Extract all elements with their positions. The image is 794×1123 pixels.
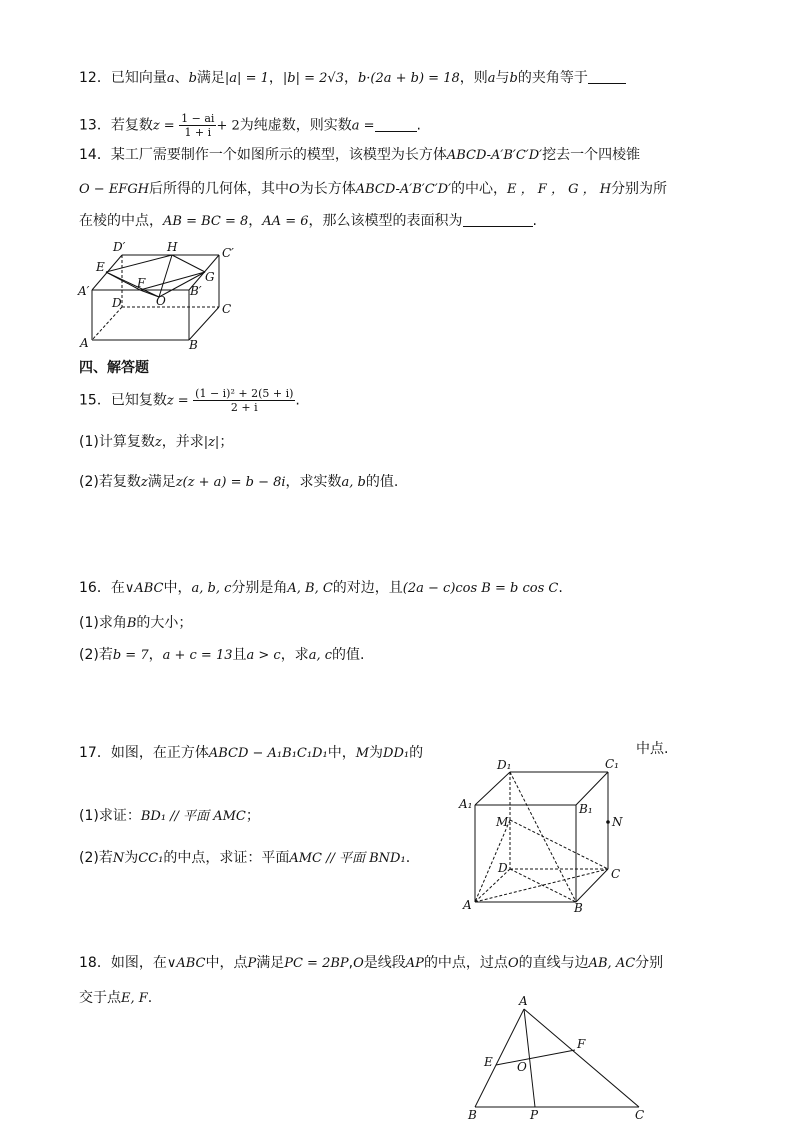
q14-number: 14． bbox=[79, 147, 111, 163]
q14-line-3: 在棱的中点，AB = BC = 8，AA = 6，那么该模型的表面积为 . bbox=[79, 213, 537, 229]
q12-cond-2: |b| = 2√3 bbox=[282, 71, 344, 86]
q15-part-2: (2)若复数z满足z(z + a) = b − 8i，求实数a, b的值. bbox=[79, 474, 399, 490]
q17-number: 17． bbox=[79, 745, 111, 761]
section-title: 四、解答题 bbox=[79, 360, 149, 376]
label-N: N bbox=[612, 815, 623, 829]
q15-fraction: $\frac{\text{(1 − i)² + 2(5 + i)}}{2 + i}$ bbox=[195, 387, 294, 414]
label-Dp: D′ bbox=[113, 240, 126, 254]
label-E: E bbox=[96, 260, 105, 274]
label-G: G bbox=[205, 270, 215, 284]
label-C: C bbox=[222, 302, 232, 316]
q18-number: 18． bbox=[79, 955, 111, 971]
label-D: D bbox=[112, 296, 122, 310]
q12-cond-1: |a| = 1 bbox=[224, 71, 269, 86]
q17-line-tail: 中点. bbox=[636, 741, 669, 757]
label-A: A bbox=[463, 898, 472, 912]
q17-line: 17．如图，在正方体ABCD − A₁B₁C₁D₁中，M为DD₁的 bbox=[79, 745, 424, 761]
label-C1: C₁ bbox=[605, 757, 619, 771]
label-M: M bbox=[496, 815, 509, 829]
q12-cond-3: b·(2a + b) = 18 bbox=[357, 71, 460, 86]
label-F: F bbox=[137, 276, 146, 290]
q16-part-2: (2)若b = 7，a + c = 13且a > c，求a, c的值. bbox=[79, 647, 365, 663]
answer-blank[interactable] bbox=[375, 117, 417, 132]
q15-number: 15． bbox=[79, 392, 111, 409]
q14-figure bbox=[74, 237, 254, 352]
q13-line: 13．若复数z = $\frac{1 - ai}{1 + i}$ + 2为纯虚数，则实数a = . bbox=[79, 112, 421, 139]
label-B: B bbox=[574, 901, 583, 915]
label-O: O bbox=[517, 1060, 527, 1074]
q16-number: 16． bbox=[79, 580, 111, 596]
label-Ap: A′ bbox=[78, 284, 90, 298]
label-B1: B₁ bbox=[579, 802, 593, 816]
answer-blank[interactable] bbox=[463, 212, 533, 227]
label-A: A bbox=[80, 336, 89, 350]
q18-line-1: 18．如图，在∨ABC中，点P满足PC = 2BP,O是线段AP的中点，过点O的直线与边AB, AC分别 bbox=[79, 955, 664, 971]
label-B: B bbox=[468, 1108, 477, 1122]
label-D1: D₁ bbox=[497, 758, 512, 772]
q16-line: 16．在∨ABC中，a, b, c分别是角A, B, C的对边，且(2a − c)cos B = b cos C. bbox=[79, 580, 563, 596]
q17-part-1: (1)求证：BD₁ // 平面 AMC； bbox=[79, 808, 260, 824]
q15-part-1: (1)计算复数z，并求|z|； bbox=[79, 434, 234, 450]
q14-line-2: O − EFGH后所得的几何体，其中O为长方体ABCD-A′B′C′D′的中心，E ， F ， G ， H分别为所 bbox=[79, 181, 668, 197]
label-B: B bbox=[189, 338, 198, 352]
label-H: H bbox=[167, 240, 178, 254]
label-Bp: B′ bbox=[190, 284, 202, 298]
q13-number: 13． bbox=[79, 117, 111, 134]
label-F: F bbox=[577, 1037, 586, 1051]
label-D: D bbox=[498, 861, 508, 875]
q12-line: 12．已知向量a、b满足|a| = 1，|b| = 2√3，b·(2a + b) = 18，则a与b的夹角等于 bbox=[79, 68, 626, 89]
answer-blank[interactable] bbox=[588, 69, 626, 84]
q17-figure bbox=[455, 752, 655, 922]
label-P: P bbox=[530, 1108, 539, 1122]
label-O: O bbox=[156, 294, 166, 308]
label-A1: A₁ bbox=[459, 797, 473, 811]
q17-part-2: (2)若N为CC₁的中点，求证：平面AMC // 平面 BND₁. bbox=[79, 850, 411, 866]
label-A: A bbox=[519, 994, 528, 1008]
q18-figure bbox=[465, 993, 665, 1122]
label-Cp: C′ bbox=[222, 246, 234, 260]
q13-fraction: $\frac{1 - ai}{1 + i}$ bbox=[181, 112, 215, 139]
q14-line-1: 14．某工厂需要制作一个如图所示的模型，该模型为长方体ABCD-A′B′C′D′挖去一个四棱锥 bbox=[79, 147, 641, 163]
label-E: E bbox=[484, 1055, 493, 1069]
label-C: C bbox=[611, 867, 621, 881]
q15-line: 15．已知复数z = $\frac{\text{(1 − i)² + 2(5 + i)}}{2 + i}$ . bbox=[79, 387, 300, 414]
label-C: C bbox=[635, 1108, 645, 1122]
q18-line-2: 交于点E, F. bbox=[79, 990, 153, 1006]
q12-number: 12． bbox=[79, 70, 111, 86]
q16-part-1: (1)求角B的大小； bbox=[79, 615, 193, 631]
